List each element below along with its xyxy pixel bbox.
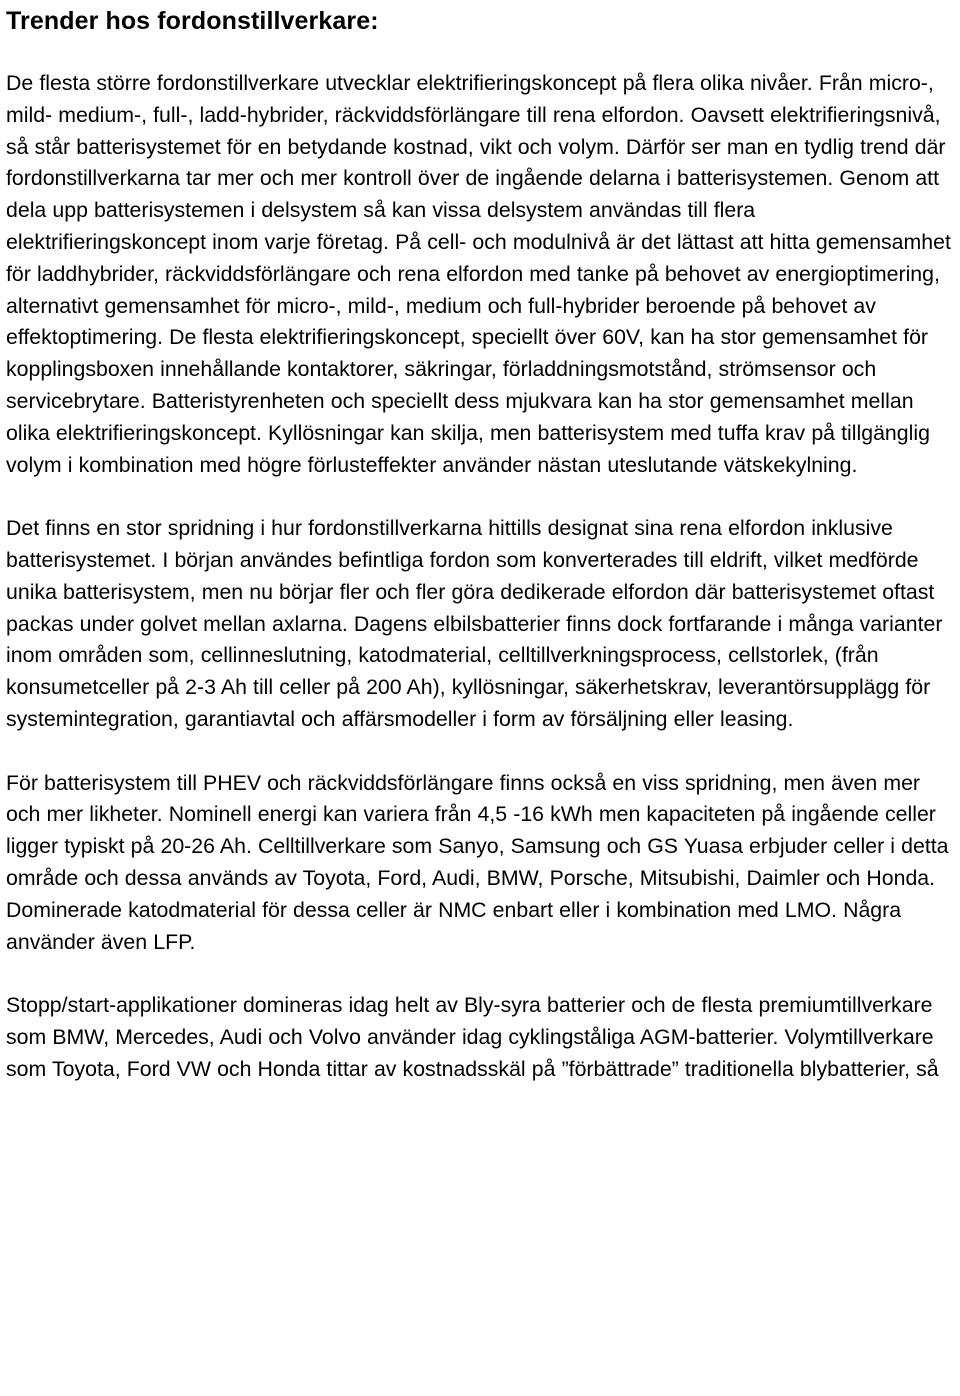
paragraph-stop-start: Stopp/start-applikationer domineras idag helt av Bly-syra batterier och de flesta premiumtillverkare som BMW, Mercedes, Audi och Volvo använder idag cyklingståliga AGM-batterier. Volymtillverkare som Toyota, Ford VW och Honda tittar av kostnadsskäl på ”förbättrade” traditionella blybatterier, så xyxy=(6,993,939,1081)
section-heading: Trender hos fordonstillverkare: xyxy=(6,7,379,35)
document-page xyxy=(6,0,956,1086)
paragraph-electrification-trends: De flesta större fordonstillverkare utvecklar elektrifieringskoncept på flera olika nivåer. Från micro-, mild- medium-, full-, ladd-hybrider, räckviddsförlängare till rena elfordon. Oavsett elektrifieringsnivå, så står batterisystemet för en betydande kostnad, vikt och volym. Därför ser man en tydlig trend där fordonstillverkarna tar mer och mer kontroll över de ingående delarna i batterisystemen. Genom att dela upp batterisystemen i delsystem så kan vissa delsystem användas till flera elektrifieringskoncept inom varje företag. På cell- och modulnivå är det lättast att hitta gemensamhet för laddhybrider, räckviddsförlängare och rena elfordon med tanke på behovet av energioptimering, alternativt gemensamhet för micro-, mild-, medium och full-hybrider beroende på behovet av effektoptimering. De flesta elektrifieringskoncept, speciellt över 60V, kan ha stor gemensamhet för kopplingsboxen innehållande kontaktorer, säkringar, förladdningsmotstånd, strömsensor och servicebrytare. Batteristyrenheten och speciellt dess mjukvara kan ha stor gemensamhet mellan olika elektrifieringskoncept. Kyllösningar kan skilja, men batterisystem med tuffa krav på tillgänglig volym i kombination med högre förlusteffekter använder nästan uteslutande vätskekylning. xyxy=(6,71,951,477)
paragraph-pure-ev-design: Det finns en stor spridning i hur fordonstillverkarna hittills designat sina rena elfordon inklusive batterisystemet. I början användes befintliga fordon som konverterades till eldrift, vilket medförde unika batterisystem, men nu börjar fler och fler göra dedikerade elfordon där batterisystemet oftast packas under golvet mellan axlarna. Dagens elbilsbatterier finns dock fortfarande i många varianter inom områden som, cellinneslutning, katodmaterial, celltillverkningsprocess, cellstorlek, (från konsumetceller på 2-3 Ah till celler på 200 Ah), kyllösningar, säkerhetskrav, leverantörsupplägg för systemintegration, garantiavtal och affärsmodeller i form av försäljning eller leasing. xyxy=(6,516,943,731)
paragraph-phev-batteries: För batterisystem till PHEV och räckviddsförlängare finns också en viss spridning, men även mer och mer likheter. Nominell energi kan variera från 4,5 -16 kWh men kapaciteten på ingående celler ligger typiskt på 20-26 Ah. Celltillverkare som Sanyo, Samsung och GS Yuasa erbjuder celler i detta område och dessa används av Toyota, Ford, Audi, BMW, Porsche, Mitsubishi, Daimler och Honda. Dominerade katodmaterial för dessa celler är NMC enbart eller i kombination med LMO. Några använder även LFP. xyxy=(6,770,949,954)
